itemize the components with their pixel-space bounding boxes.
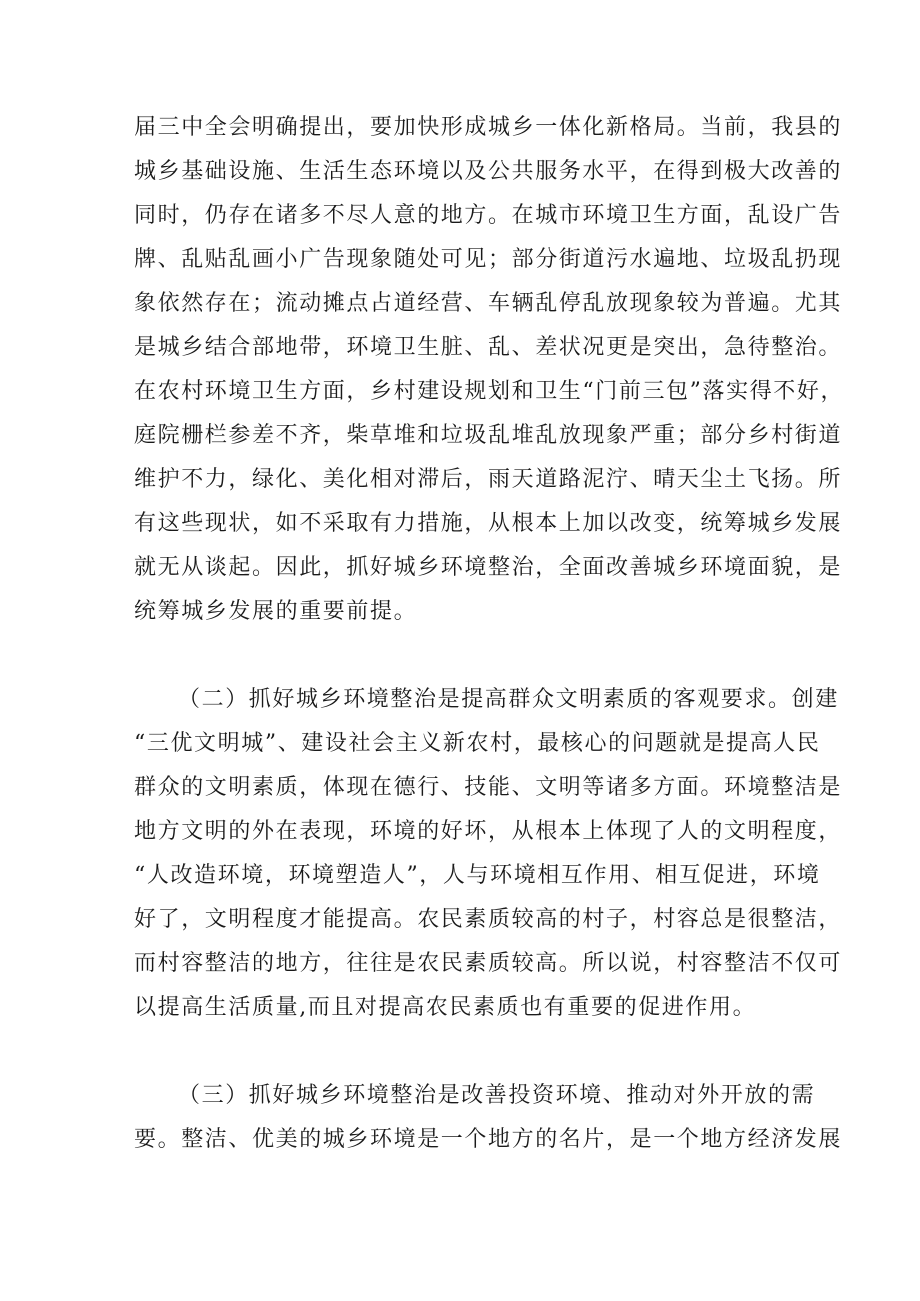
text-line: 有这些现状，如不采取有力措施，从根本上加以改变，统筹城乡发展: [134, 511, 843, 536]
text-line: 群众的文明素质，体现在德行、技能、文明等诸多方面。环境整洁是: [134, 775, 843, 800]
document-body: [134, 106, 845, 1162]
text-line: 而村容整洁的地方，往往是农民素质较高。所以说，村容整洁不仅可: [134, 951, 843, 976]
text-line: 牌、乱贴乱画小广告现象随处可见；部分街道污水遍地、垃圾乱扔现: [134, 247, 843, 272]
text-line: 维护不力，绿化、美化相对滞后，雨天道路泥泞、晴天尘土飞扬。所: [134, 467, 843, 492]
text-line: （二）抓好城乡环境整治是提高群众文明素质的客观要求。创建: [178, 687, 839, 712]
text-line: 在农村环境卫生方面，乡村建设规划和卫生“门前三包”落实得不好，: [134, 379, 845, 404]
text-line: 是城乡结合部地带，环境卫生脏、乱、差状况更是突出，急待整治。: [134, 335, 843, 360]
text-line: 庭院栅栏参差不齐，柴草堆和垃圾乱堆乱放现象严重；部分乡村街道: [134, 423, 843, 448]
text-line: 象依然存在；流动摊点占道经营、车辆乱停乱放现象较为普遍。尤其: [134, 291, 843, 316]
text-line: 届三中全会明确提出，要加快形成城乡一体化新格局。当前，我县的: [134, 115, 843, 140]
text-line: 要。整洁、优美的城乡环境是一个地方的名片，是一个地方经济发展: [134, 1127, 843, 1152]
text-line: 城乡基础设施、生活生态环境以及公共服务水平，在得到极大改善的: [134, 159, 843, 184]
paragraph-3: [134, 1074, 843, 1162]
text-line: “人改造环境，环境塑造人”，人与环境相互作用、相互促进，环境: [134, 863, 821, 888]
text-line: “三优文明城”、建设社会主义新农村，最核心的问题就是提高人民: [134, 731, 821, 756]
paragraph-spacing: [134, 634, 790, 678]
text-line: 地方文明的外在表现，环境的好坏，从根本上体现了人的文明程度，: [134, 819, 843, 844]
paragraph-1: [134, 106, 845, 634]
paragraph-2: [134, 678, 843, 1030]
text-line: 同时，仍存在诸多不尽人意的地方。在城市环境卫生方面，乱设广告: [134, 203, 843, 228]
text-line: 以提高生活质量,而且对提高农民素质也有重要的促进作用。: [134, 995, 757, 1020]
text-line: 好了，文明程度才能提高。农民素质较高的村子，村容总是很整洁，: [134, 907, 843, 932]
text-line: （三）抓好城乡环境整治是改善投资环境、推动对外开放的需: [178, 1083, 816, 1108]
text-line: 统筹城乡发展的重要前提。: [134, 599, 418, 624]
text-line: 就无从谈起。因此，抓好城乡环境整治，全面改善城乡环境面貌，是: [134, 555, 843, 580]
paragraph-spacing: [134, 1030, 790, 1074]
